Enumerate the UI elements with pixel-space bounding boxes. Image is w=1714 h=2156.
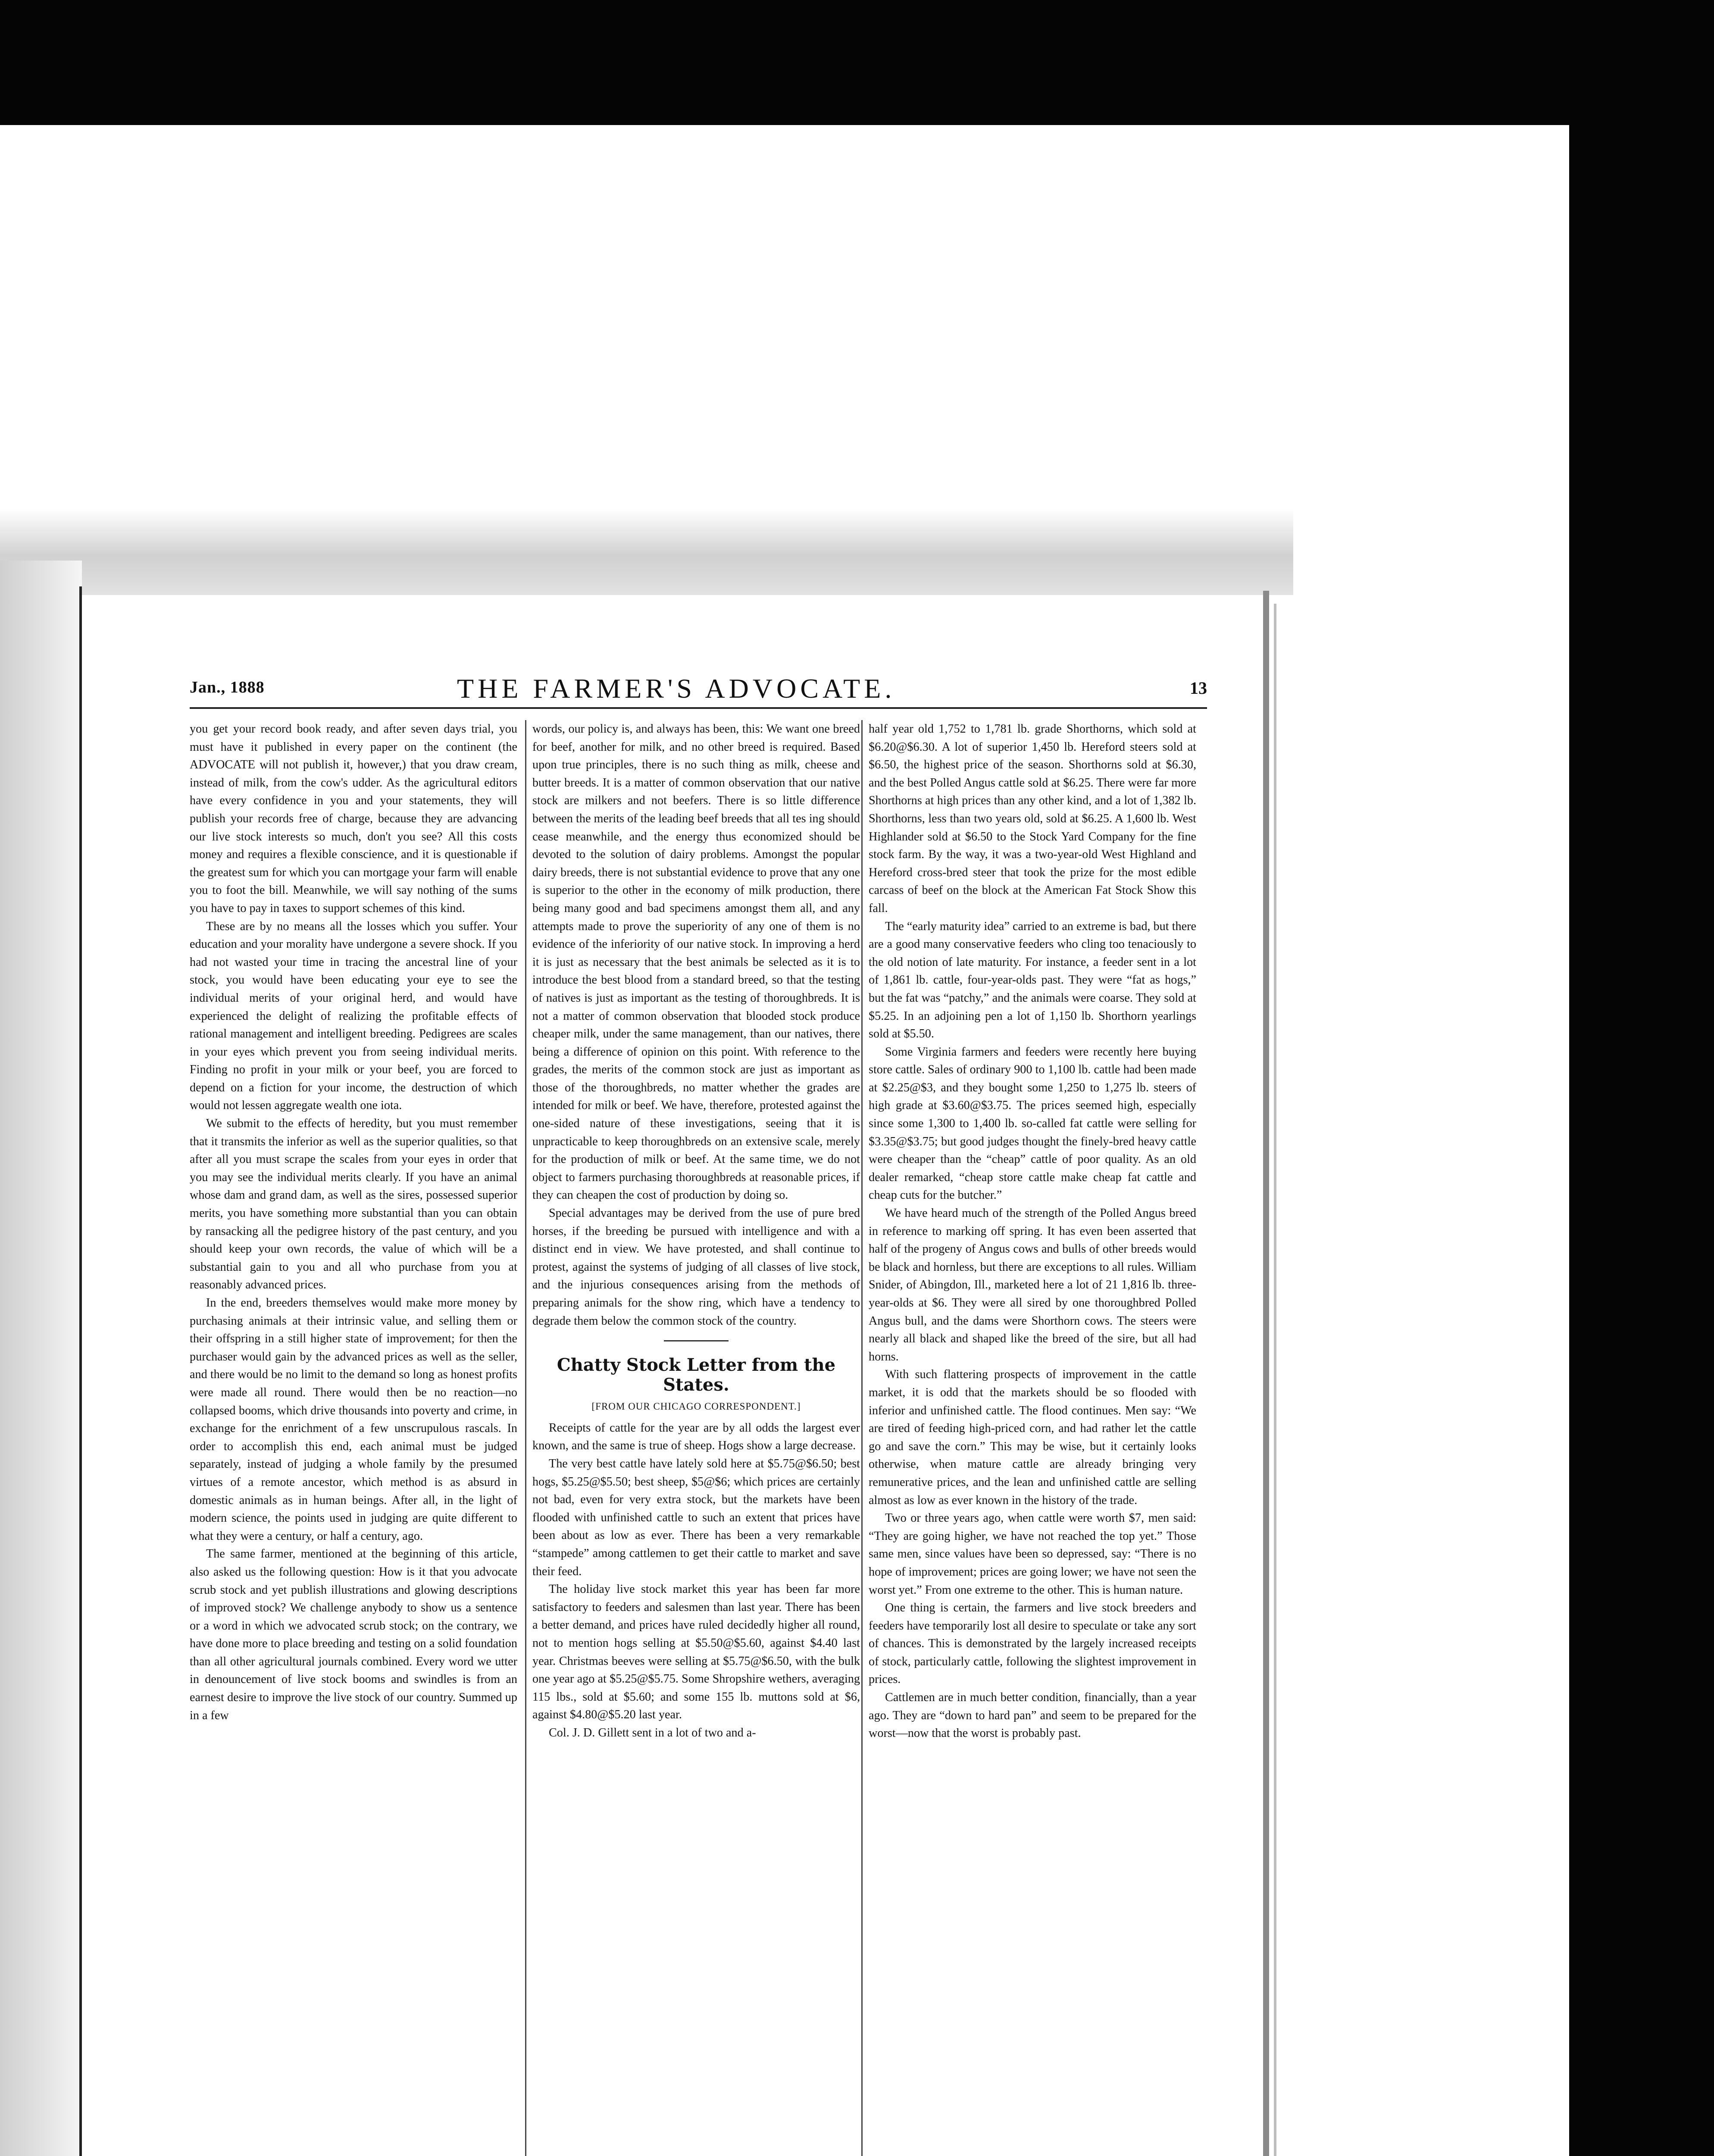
article-dateline: [FROM OUR CHICAGO CORRESPONDENT.] bbox=[591, 1401, 801, 1412]
newspaper-page bbox=[172, 647, 1207, 2156]
paragraph: Special advantages may be derived from the use of pure bred horses, if the breeding be pursued with intelligence and with a distinct end in view. We have protested, and shall continue to protest, against the systems of judging of all classes of live stock, and the injurious consequences arising from the methods of preparing animals for the show ring, which have a tendency to degrade them below the common stock of the country. bbox=[532, 1206, 860, 1328]
column-3 bbox=[869, 720, 1196, 2156]
page-header bbox=[190, 673, 1207, 707]
column-1 bbox=[190, 720, 517, 2156]
column-2 bbox=[532, 720, 860, 2156]
page-edge-right bbox=[1263, 591, 1269, 2156]
paragraph: Receipts of cattle for the year are by all odds the largest ever known, and the same is true of sheep. Hogs show a large decrease. bbox=[532, 1421, 860, 1453]
paragraph: half year old 1,752 to 1,781 lb. grade Shorthorns, which sold at $6.20@$6.30. A lot of superior 1,450 lb. Hereford steers sold at $6.50, the highest price of the season. Shorthorns sold at $6.30, and the best Polled Angus cattle sold at $6.25. There were far more Shorthorns at high prices than any other kind, and a lot of 1,382 lb. Shorthorns, less than two years old, sold at $6.25. A 1,600 lb. West Highlander sold at $6.50 to the Stock Yard Company for the fine stock farm. By the way, it was a two-year-old West Highland and Hereford cross-bred steer that took the prize for the most edible carcass of beef on the block at the American Fat Stock Show this fall. bbox=[869, 722, 1196, 915]
page-edge-right-inner bbox=[1274, 604, 1276, 2156]
column-rule bbox=[525, 720, 526, 2156]
paragraph: These are by no means all the losses which you suffer. Your education and your morality have undergone a severe shock. If you had not wasted your time in tracing the ancestral line of your stock, you would have been educating your eye to see the individual merits of your original herd, and would have experienced the delight of realizing the profitable effects of rational management and intelligent breeding. Pedigrees are scales in your eyes which prevent you from seeing individual merits. Finding no profit in your milk or your beef, you are forced to depend on a fiction for your income, the destruction of which would not lessen aggregate wealth one iota. bbox=[190, 919, 517, 1112]
masthead-title: THE FARMER'S ADVOCATE. bbox=[457, 673, 896, 704]
page-shadow-left bbox=[0, 561, 82, 2156]
paragraph: Two or three years ago, when cattle were worth $7, men said: “They are going higher, we have not reached the top yet.” Those same men, since values have been so depressed, say: “There is no hope of improvement; prices are going lower; we have not seen the worst yet.” From one extreme to the other. This is human nature. bbox=[869, 1511, 1196, 1597]
paragraph: We have heard much of the strength of the Polled Angus breed in reference to marking off spring. It has even been asserted that half of the progeny of Angus cows and bulls of other breeds would be black and hornless, but there are exceptions to all rules. William Snider, of Abingdon, Ill., marketed here a lot of 21 1,816 lb. three-year-olds at $6. They were all sired by one thoroughbred Polled Angus bull, and the dams were Shorthorn cows. The steers were nearly all black and shaped like the breed of the sire, but all had horns. bbox=[869, 1206, 1196, 1363]
paragraph: The very best cattle have lately sold here at $5.75@$6.50; best hogs, $5.25@$5.50; best sheep, $5@$6; which prices are certainly not bad, even for very extra stock, but the markets have been flooded with unfinished cattle to such an extent that prices have been about as low as ever. There has been a very remarkable “stampede” among cattlemen to get their cattle to market and save their feed. bbox=[532, 1457, 860, 1578]
paragraph: We submit to the effects of heredity, but you must remember that it transmits the inferior as well as the superior qualities, so that after all you must scrape the scales from your eyes in order that you may see the individual merits clearly. If you have an animal whose dam and grand dam, as well as the sires, possessed superior merits, you have something more substantial than you can obtain by ransacking all the pedigree history of the past century, and you should keep your own records, the value of which will be a substantial gain to you and all who purchase from you at reasonably advanced prices. bbox=[190, 1117, 517, 1292]
paragraph: Col. J. D. Gillett sent in a lot of two and a- bbox=[549, 1726, 756, 1739]
paragraph: In the end, breeders themselves would make more money by purchasing animals at their intrinsic value, and selling them or their offspring in a still higher state of improvement; for then the purchaser would gain by the advanced prices as well as the seller, and there would be no limit to the demand so long as honest profits were made all round. There would then be no reaction—no collapsed booms, which drive thousands into poverty and crime, in exchange for the enrichment of a few unscrupulous rascals. In order to accomplish this end, each animal must be judged separately, instead of judging a whole family by the presumed virtues of a remote ancestor, which method is as absurd in domestic animals as in human beings. After all, in the light of modern science, the points used in judging are quite different to what they were a century, or half a century, ago. bbox=[190, 1296, 517, 1543]
paragraph: Cattlemen are in much better condition, financially, than a year ago. They are “down to hard pan” and seem to be prepared for the worst—now that the worst is probably past. bbox=[869, 1691, 1196, 1740]
scan-border-right bbox=[1569, 121, 1714, 2156]
binding-edge bbox=[79, 586, 82, 2156]
paragraph: The “early maturity idea” carried to an extreme is bad, but there are a good many conservative feeders who cling too tenaciously to the old notion of late maturity. For instance, a feeder sent in a lot of 1,861 lb. cattle, four-year-olds past. They were “fat as hogs,” but the fat was “patchy,” and the animals were coarse. They sold at $5.25. In an adjoining pen a lot of 1,150 lb. Shorthorn yearlings sold at $5.50. bbox=[869, 919, 1196, 1041]
paragraph: With such flattering prospects of improvement in the cattle market, it is odd that the markets should be so flooded with inferior and unfinished cattle. The flood continues. Men say: “We are tired of feeding high-priced corn, and had rather let the cattle go and save the corn.” This may be wise, but it certainly looks otherwise, when mature cattle are already bringing very remunerative prices, and the lean and unfinished cattle are selling almost as low as ever known in the history of the trade. bbox=[869, 1368, 1196, 1507]
issue-date: Jan., 1888 bbox=[190, 678, 265, 696]
column-rule bbox=[861, 720, 863, 2156]
paragraph: words, our policy is, and always has been, this: We want one breed for beef, another for milk, and no other breed is required. Based upon true principles, there is no such thing as milk, cheese and butter breeds. It is a matter of common observation that our native stock are milkers and not beefers. There is so little difference between the merits of the leading beef breeds that all tes ing should cease meanwhile, and the energy thus economized should be devoted to the solution of dairy problems. Amongst the popular dairy breeds, there is not substantial evidence to prove that any one is superior to the other in the economy of milk production, there being many good and bad specimens amongst them all, and any attempts made to prove the superiority of any one of them is no evidence of the inferiority of our native stock. In improving a herd it is just as necessary that the best animals be selected as it is to introduce the best blood from a standard breed, so that the testing of natives is just as important as the testing of thoroughbreds. It is not a matter of common observation that blooded stock produce cheaper milk, under the same management, than our natives, there being a difference of opinion on this point. With reference to the grades, the merits of the common stock are just as important as those of the thoroughbreds, no matter whether the grades are intended for milk or beef. We have, therefore, protested against the one-sided nature of these investigations, seeing that it is unpracticable to keep thoroughbreds on an extensive scale, merely for the production of milk or beef. At the same time, we do not object to farmers purchasing thoroughbreds at reasonable prices, if they can cheapen the cost of production by doing so. bbox=[532, 722, 860, 1202]
header-rule bbox=[190, 707, 1207, 709]
scan-border-top bbox=[0, 0, 1714, 125]
section-divider bbox=[664, 1340, 729, 1341]
page-number: 13 bbox=[1190, 678, 1207, 698]
paragraph: The same farmer, mentioned at the beginning of this article, also asked us the following question: How is it that you advocate scrub stock and yet publish illustrations and glowing descriptions of improved stock? We challenge anybody to show us a sentence or a word in which we advocated scrub stock; on the contrary, we have done more to place breeding and testing on a solid foundation than all other agricultural journals combined. Every word we utter in denouncement of live stock booms and swindles is from an earnest desire to improve the live stock of our country. Summed up in a few bbox=[190, 1547, 517, 1722]
article-title: Chatty Stock Letter from the States. bbox=[557, 1355, 836, 1395]
paragraph: you get your record book ready, and after seven days trial, you must have it published in every paper on the continent (the ADVOCATE will not publish it, however,) that you draw cream, instead of milk, from the cow's udder. As the agricultural editors have every confidence in you and your statements, they will publish your records free of charge, because they are advancing our live stock interests so much, don't you see? All this costs money and requires a flexible conscience, and it is questionable if the greatest sum for which you can mortgage your farm will enable you to foot the bill. Meanwhile, we will say nothing of the sums you have to pay in taxes to support schemes of this kind. bbox=[190, 722, 517, 915]
paragraph: Some Virginia farmers and feeders were recently here buying store cattle. Sales of ordinary 900 to 1,100 lb. cattle had been made at $2.25@$3, and they bought some 1,250 to 1,275 lb. steers of high grade at $3.60@$3.75. The prices seemed high, especially since some 1,300 to 1,400 lb. so-called fat cattle were selling for $3.35@$3.75; but good judges thought the finely-bred heavy cattle were cheaper than the “cheap” cattle of poor quality. As an old dealer remarked, “cheap store cattle make cheap fat cattle and cheap cuts for the butcher.” bbox=[869, 1045, 1196, 1202]
page-shadow-top bbox=[0, 509, 1293, 595]
paragraph: The holiday live stock market this year has been far more satisfactory to feeders and salesmen than last year. There has been a better demand, and prices have ruled decidedly higher all round, not to mention hogs selling at $5.50@$5.60, against $4.40 last year. Christmas beeves were selling at $5.75@$6.50, with the bulk one year ago at $5.25@$5.75. Some Shropshire wethers, averaging 115 lbs., sold at $5.60; and some 155 lb. muttons sold at $6, against $4.80@$5.20 last year. bbox=[532, 1583, 860, 1722]
paragraph: One thing is certain, the farmers and live stock breeders and feeders have temporarily lost all desire to speculate or take any sort of chances. This is demonstrated by the largely increased receipts of stock, particularly cattle, following the slightest improvement in prices. bbox=[869, 1601, 1196, 1686]
